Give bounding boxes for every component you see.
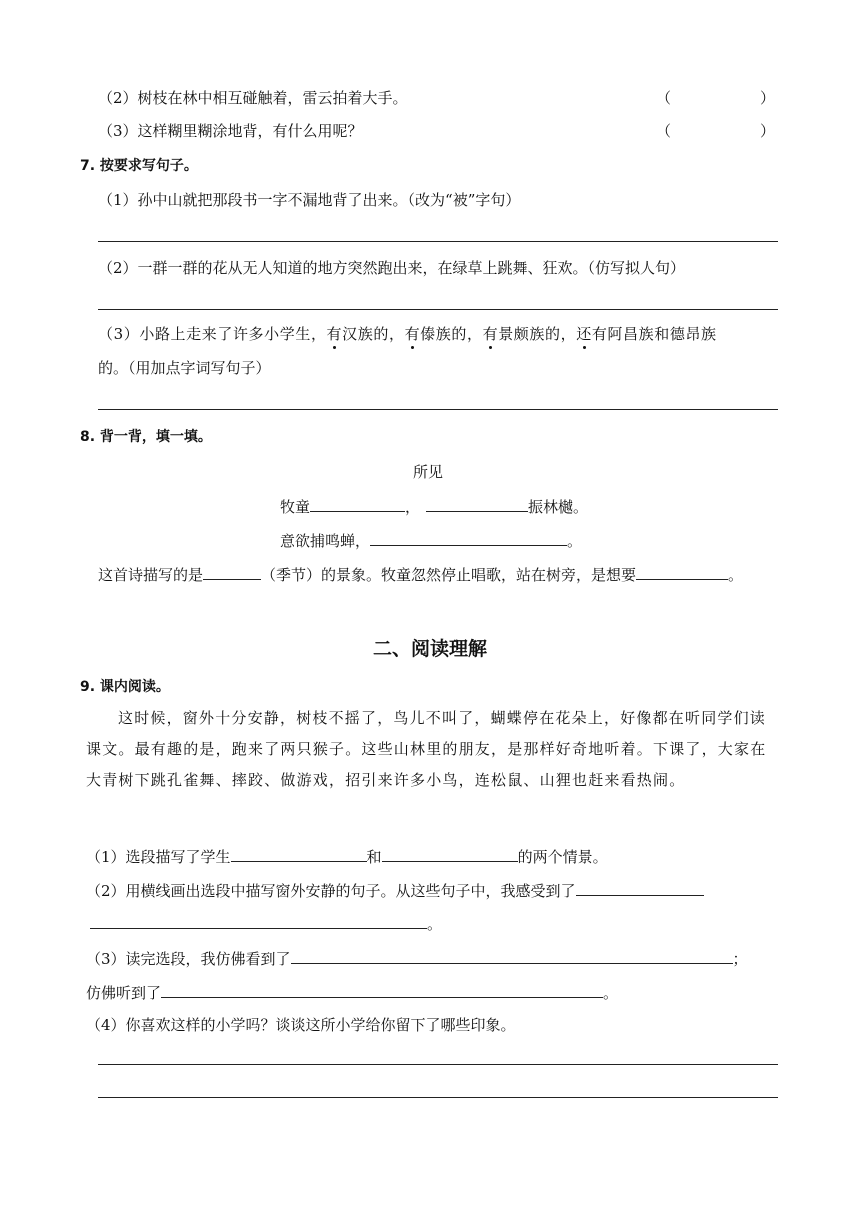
q8-question xyxy=(98,563,743,585)
purpose-blank[interactable] xyxy=(636,563,728,580)
poem-blank-1[interactable] xyxy=(310,495,405,512)
q9-sub-4: （4）你喜欢这样的小学吗？谈谈这所小学给你留下了哪些印象。 xyxy=(86,1016,516,1034)
poem-line-1-start: 牧童 xyxy=(280,498,311,516)
q9-sub-4-answer-line-1[interactable] xyxy=(98,1064,778,1065)
q6-item-2: （2）树枝在林中相互碰触着，雷云拍着大手。 xyxy=(98,89,408,107)
q8-question-part-b: （季节）的景象。牧童忽然停止唱歌，站在树旁，是想要 xyxy=(261,566,637,584)
q9-sub-2-part-a: （2）用横线画出选段中描写窗外安静的句子。从这些句子中，我感受到了 xyxy=(86,882,576,900)
q9-sub-3-line-2 xyxy=(86,981,618,1003)
q9-sub-2-end: 。 xyxy=(427,915,443,933)
q9-sub-3-end: 。 xyxy=(603,984,619,1002)
q6-item-3-paren-open: （ xyxy=(656,122,672,140)
q6-item-2-paren-close: ） xyxy=(760,89,776,107)
q8-title: 8. 背一背，填一填。 xyxy=(80,429,212,445)
poem-blank-3[interactable] xyxy=(370,529,567,546)
q9-sub-1-part-a: （1）选段描写了学生 xyxy=(86,848,231,866)
poem-blank-2[interactable] xyxy=(426,495,528,512)
q9-sub-1 xyxy=(86,845,608,867)
q7-item-3 xyxy=(98,324,717,344)
q7-item-3-answer-line[interactable] xyxy=(98,409,778,410)
q7-item-3-part-d: 有阿昌族和德昂族 xyxy=(591,325,717,343)
q9-sub-3-blank-1[interactable] xyxy=(291,947,733,964)
poem-line-1 xyxy=(280,495,588,517)
q7-item-1: （1）孙中山就把那段书一字不漏地背了出来。（改为“被”字句） xyxy=(98,191,521,209)
q7-item-3-line-2: 的。（用加点字词写句子） xyxy=(98,359,271,377)
q9-sub-1-blank-2[interactable] xyxy=(382,845,518,862)
q9-sub-1-blank-1[interactable] xyxy=(231,845,367,862)
q8-question-end: 。 xyxy=(728,566,744,584)
q9-sub-4-answer-line-2[interactable] xyxy=(98,1097,778,1098)
q9-sub-3-part-c: 仿佛听到了 xyxy=(86,984,162,1002)
q7-item-3-part-a: （3）小路上走来了许多小学生， xyxy=(98,325,327,343)
dotted-char: 有 xyxy=(326,325,343,343)
q7-item-2-answer-line[interactable] xyxy=(98,309,778,310)
q7-item-3-part-b1: 汉族的， xyxy=(342,325,405,343)
q9-sub-3-blank-2[interactable] xyxy=(161,981,603,998)
q6-item-3-paren-close: ） xyxy=(760,122,776,140)
q9-sub-3-part-a: （3）读完选段，我仿佛看到了 xyxy=(86,950,291,968)
q7-item-2: （2）一群一群的花从无人知道的地方突然跑出来，在绿草上跳舞、狂欢。（仿写拟人句） xyxy=(98,259,686,277)
q8-question-part-a: 这首诗描写的是 xyxy=(98,566,204,584)
q9-sub-2 xyxy=(86,879,704,901)
poem-line-2 xyxy=(280,529,582,551)
season-blank[interactable] xyxy=(203,563,261,580)
q9-title: 9. 课内阅读。 xyxy=(80,679,170,695)
q9-sub-1-and: 和 xyxy=(366,848,382,866)
dotted-char: 还 xyxy=(576,325,592,343)
q9-sub-2-line-2 xyxy=(90,912,442,934)
q6-item-2-paren-open: （ xyxy=(656,89,672,107)
q6-item-3: （3）这样糊里糊涂地背，有什么用呢？ xyxy=(98,122,363,140)
poem-line-2-start: 意欲捕鸣蝉， xyxy=(280,532,371,550)
dotted-char: 有 xyxy=(404,325,421,343)
q9-sub-1-end: 的两个情景。 xyxy=(517,848,608,866)
q7-title: 7. 按要求写句子。 xyxy=(80,158,198,174)
reading-passage: 这时候，窗外十分安静，树枝不摇了，鸟儿不叫了，蝴蝶停在花朵上，好像都在听同学们读课文。最有趣的是，跑来了两只猴子。这些山林里的朋友，是那样好奇地听着。下课了，大家在大青树下跳孔雀舞、摔跤、做游戏，招引来许多小鸟，连松鼠、山狸也赶来看热闹。 xyxy=(86,709,767,789)
section-title: 二、阅读理解 xyxy=(372,638,487,660)
poem-title: 所见 xyxy=(413,463,444,481)
q7-item-3-part-b3: 景颇族的， xyxy=(498,325,577,343)
poem-line-2-end: 。 xyxy=(567,532,583,550)
poem-line-1-end: 振林樾。 xyxy=(528,498,589,516)
q7-item-1-answer-line[interactable] xyxy=(98,241,778,242)
q7-item-3-part-b2: 傣族的， xyxy=(420,325,483,343)
q9-sub-2-blank-1[interactable] xyxy=(576,879,704,896)
dotted-char: 有 xyxy=(482,325,499,343)
poem-line-1-comma: ， xyxy=(405,498,421,516)
q9-sub-2-blank-2[interactable] xyxy=(90,912,427,929)
q9-sub-3 xyxy=(86,947,748,969)
q9-sub-3-semicolon: ； xyxy=(732,950,748,968)
